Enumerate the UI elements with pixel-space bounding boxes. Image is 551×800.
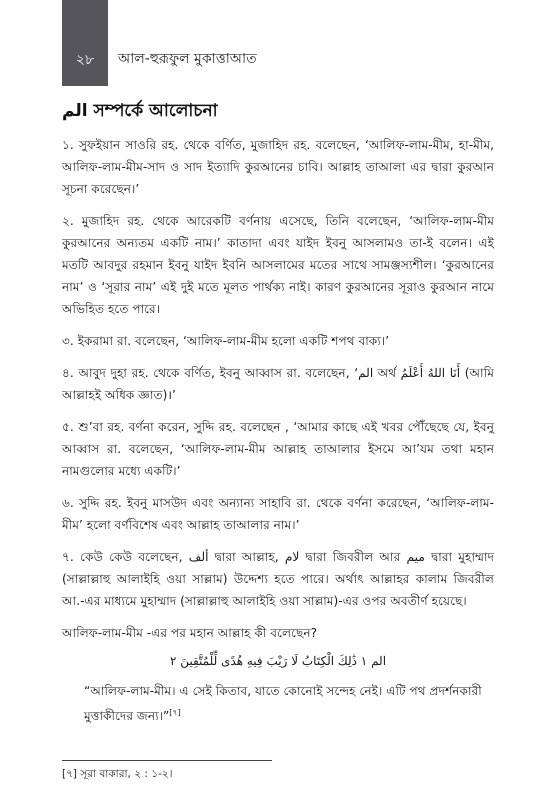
footnote-divider [62,760,272,761]
paragraph-5: ৫. শু’বা রহ. বর্ণনা করেন, সুদ্দি রহ. বলেছেন , ‘আমার কাছে এই খবর পৌঁছেছে যে, ইবনু আব্বাস রা. বলেছেন, ‘আলিফ-লাম-মীম আল্লাহ তাআলার ইসমে আ’যম তথা মহান নামগুলোর মধ্যে একটি।’ [62,420,494,478]
question-line: আলিফ-লাম-মীম -এর পর মহান আল্লাহ কী বলেছেন? [62,626,318,640]
page-number: ২৮ [75,52,95,68]
paragraph-4-start: ৪. আবুদ দুহা রহ. থেকে বর্ণিত, ইবনু আব্বাস রা. বলেছেন, ‘ [62,366,359,380]
page-body [62,98,494,735]
section-heading: الم সম্পর্কে আলোচনা [62,101,218,121]
footnote-reference: [৭] [169,708,181,717]
translation-text: “আলিফ-লাম-মীম। এ সেই কিতাব, যাতে কোনোই সন্দেহ নেই। এটি পথ প্রদর্শনকারী মুত্তাকীদের জন্য।” [84,684,482,724]
paragraph-6: ৬. সুদ্দি রহ. ইবনু মাসউদ এবং অন্যান্য সাহাবি রা. থেকে বর্ণনা করেছেন, ‘আলিফ-লাম-মীম’ হলো বর্ণবিশেষ এবং আল্লাহ তাআলার নাম।’ [62,496,494,532]
footnote: [৭] সূরা বাকারা, ২ : ১-২। [62,768,173,780]
paragraph-1: ১. সুফইয়ান সাওরি রহ. থেকে বর্ণিত, মুজাহিদ রহ. বলেছেন, ‘আলিফ-লাম-মীম, হা-মীম, আলিফ-লাম-মীম-সাদ ও সাদ ইত্যাদি কুরআনের চাবি। আল্লাহ তাআলা এর দ্বারা কুরআন সূচনা করেছেন।’ [62,138,494,196]
paragraph-4 [62,362,494,406]
page-number-tab [62,0,108,86]
running-title: আল-হুরূফুল মুকাত্তাআত [118,51,257,67]
paragraph-4-end: (আমি আল্লাহই অধিক জ্ঞাত)।’ [62,366,495,402]
paragraph-4-arabic: الم অর্থ أَنَا اللهُ أَعْلَمُ [358,366,461,380]
quran-ayah: الم ۱ ذَٰلِكَ الْكِتَابُ لَا رَيْبَ فِيهِ هُدًى لِّلْمُتَّقِينَ ۲ [169,654,387,668]
paragraph-7: ৭. কেউ কেউ বলেছেন, ألف দ্বারা আল্লাহ, لام দ্বারা জিবরীল আর ميم দ্বারা মুহাম্মাদ (সাল্লাল্লাহু আলাইহি ওয়া সাল্লাম) উদ্দেশ্য হতে পারে। অর্থাৎ আল্লাহর কালাম জিবরীল আ.-এর মাধ্যমে মুহাম্মাদ (সাল্লাল্লাহু আলাইহি ওয়া সাল্লাম)-এর ওপর অবতীর্ণ হয়েছে। [62,550,494,608]
paragraph-2: ২. মুজাহিদ রহ. থেকে আরেকটি বর্ণনায় এসেছে, তিনি বলেছেন, ‘আলিফ-লাম-মীম কুরআনের অন্যতম একটি নাম।’ কাতাদা এবং যাইদ ইবনু আসলামও তা-ই বলেন। এই মতটি আবদুর রহমান ইবনু যাইদ ইবনি আসলামের মতের সাথে সামঞ্জস্যশীল। ‘কুরআনের নাম’ ও ‘সূরার নাম’ এই দুই মতে মূলত পার্থক্য নাই। কারণ কুরআনের সূরাও কুরআন নামে অভিহিত হতে পারে। [62,214,494,316]
ayah-translation [84,680,494,727]
paragraph-3: ৩. ইকরামা রা. বলেছেন, ‘আলিফ-লাম-মীম হলো একটি শপথ বাক্য।’ [62,334,390,348]
